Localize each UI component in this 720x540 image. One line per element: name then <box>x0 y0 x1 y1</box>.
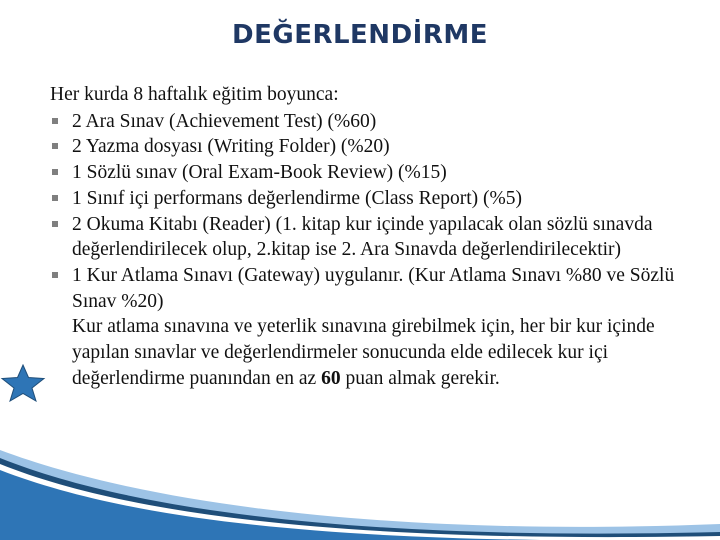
bullet-item <box>50 263 690 314</box>
square-bullet-icon <box>52 195 58 201</box>
bullet-text: 2 Ara Sınav (Achievement Test) (%60) <box>72 110 377 132</box>
bullet-list <box>50 109 690 315</box>
bullet-item <box>50 160 690 186</box>
bullet-text: 1 Kur Atlama Sınavı (Gateway) uygulanır. (Kur Atlama Sınavı %80 ve Sözlü Sınav %20) <box>72 264 675 312</box>
note-text-after: puan almak gerekir. <box>340 367 500 389</box>
square-bullet-icon <box>52 169 58 175</box>
bullet-item <box>50 212 690 263</box>
slide-body <box>50 82 690 391</box>
square-bullet-icon <box>52 118 58 124</box>
bullet-text: 2 Yazma dosyası (Writing Folder) (%20) <box>72 136 390 158</box>
bullet-item <box>50 134 690 160</box>
bullet-text: 2 Okuma Kitabı (Reader) (1. kitap kur içinde yapılacak olan sözlü sınavda değerlendirilecek olup, 2.kitap ise 2. Ara Sınavda değerlendirilecektir) <box>72 213 653 261</box>
note-text-before: Kur atlama sınavına ve yeterlik sınavına girebilmek için, her bir kur içinde yapılan sınavlar ve değerlendirmeler sonucunda elde edilecek kur içi değerlendirme puanından en az <box>72 316 655 389</box>
square-bullet-icon <box>52 143 58 149</box>
intro-text: Her kurda 8 haftalık eğitim boyunca: <box>50 84 339 105</box>
note-score: 60 <box>321 367 341 389</box>
decorative-swoosh <box>0 440 720 540</box>
bullet-item <box>50 186 690 212</box>
star-icon <box>0 364 46 402</box>
square-bullet-icon <box>52 272 58 278</box>
bullet-item <box>50 109 690 135</box>
note-paragraph <box>50 314 690 391</box>
slide-title: DEĞERLENDİRME <box>232 20 488 50</box>
bullet-text: 1 Sınıf içi performans değerlendirme (Class Report) (%5) <box>72 187 522 209</box>
bullet-text: 1 Sözlü sınav (Oral Exam-Book Review) (%15) <box>72 162 447 184</box>
square-bullet-icon <box>52 221 58 227</box>
star-shape <box>2 365 44 401</box>
